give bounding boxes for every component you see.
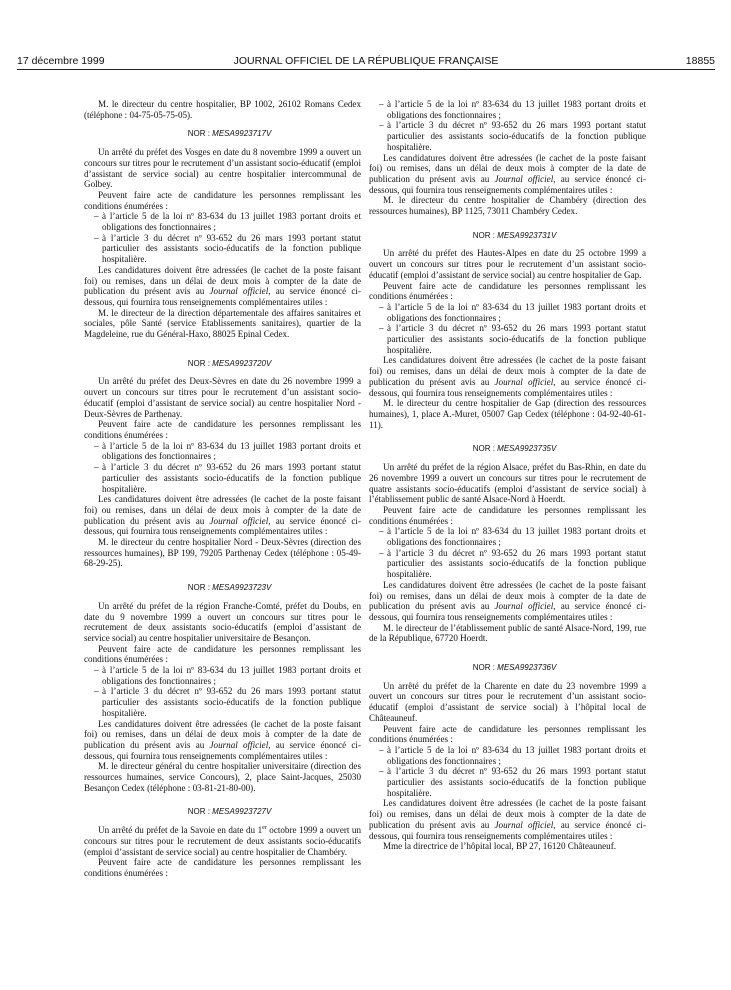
candidature-paragraph: [84, 265, 361, 308]
condition-item: – à l’article 5 de la loi nº 83-634 du 13 juillet 1983 portant droits et obligations des fonctionnaires ;: [379, 99, 646, 120]
notice-intro: Un arrêté du préfet de la Charente en date du 23 novembre 1999 a ouvert un concours sur titres pour le recrutement d’un assistant socio-éducatif (emploi d’assistant de service social) à l’hôpital local de Châteauneuf.: [369, 680, 646, 723]
condition-item: – à l’article 3 du décret nº 93-652 du 26 mars 1993 portant statut particulier des assistants socio-éducatifs de la fonction publique hospitalière.: [379, 548, 646, 580]
conditions-lead: Peuvent faire acte de candidature les personnes remplissant les conditions énumérées :: [369, 723, 646, 745]
notice-intro: Un arrêté du préfet de la région Alsace, préfet du Bas-Rhin, en date du 26 novembre 1999 a ouvert un concours sur titres pour le recrutement de quatre assistants socio-éducatifs (emploi d’assistant de service social) à l’établissement public de santé Alsace-Nord à Hoerdt.: [369, 462, 646, 505]
candidature-paragraph: [84, 719, 361, 762]
header-title: JOURNAL OFFICIEL DE LA RÉPUBLIQUE FRANÇAISE: [233, 55, 499, 67]
journal-officiel-ref: Journal officiel: [209, 739, 269, 750]
nor-reference: [369, 231, 646, 242]
journal-officiel-ref: Journal officiel: [209, 286, 269, 297]
conditions-lead: Peuvent faire acte de candidature les personnes remplissant les conditions énumérées :: [84, 419, 361, 440]
candidature-text-end: , au service énoncé ci-dessous, qui fournira tous renseignements complémentaires utiles :: [369, 819, 646, 841]
candidature-paragraph: [369, 580, 646, 623]
address-paragraph: M. le directeur du centre hospitalier de Gap (direction des ressources humaines), 1, place A.-Muret, 05007 Gap Cedex (téléphone : 04-92-40-61-11).: [369, 398, 646, 430]
address-paragraph: M. le directeur de l’établissement public de santé Alsace-Nord, 199, rue de la République, 67720 Hoerdt.: [369, 622, 646, 644]
conditions-list: [369, 526, 646, 580]
candidature-text: Les candidatures doivent être adressées (le cachet de la poste faisant foi) ou remises, dans un délai de deux mois à compter de la date de publication du présent avis au: [84, 264, 361, 297]
notice-intro: Un arrêté du préfet des Hautes-Alpes en date du 25 octobre 1999 a ouvert un concours sur titres pour le recrutement d’un assistant socio-éducatif (emploi d’assistant de service social) au centre hospitalier de Gap.: [369, 248, 646, 280]
candidature-text-end: , au service énoncé ci-dessous, qui fournira tous renseignements complémentaires utiles :: [84, 515, 361, 537]
address-paragraph: Mme la directrice de l’hôpital local, BP 27, 16120 Châteauneuf.: [383, 841, 617, 852]
candidature-paragraph: [84, 494, 361, 537]
candidature-paragraph: [369, 153, 646, 196]
notice-intro-end: octobre 1999 a ouvert un concours sur titres pour le recrutement de deux assistants socio-éducatifs (emploi d’assistant de service social) au centre hospitalier de Chambéry.: [84, 825, 361, 857]
address-paragraph: M. le directeur de la direction départementale des affaires sanitaires et sociales, pôle Santé (service Etablissements sanitaires), quartier de la Magdeleine, rue du Général-Haxo, 88025 Epinal Cedex.: [84, 307, 361, 340]
candidature-text: Les candidatures doivent être adressées (le cachet de la poste faisant foi) ou remises, dans un délai de deux mois à compter de la date de publication du présent avis au: [369, 579, 646, 612]
nor-label: NOR :: [187, 358, 210, 368]
conditions-lead: Peuvent faire acte de candidature les personnes remplissant les conditions énumérées :: [84, 857, 361, 878]
nor-reference: [84, 807, 361, 818]
candidature-text: Les candidatures doivent être adressées (le cachet de la poste faisant foi) ou remises, dans un délai de deux mois à compter de la date de publication du présent avis au: [369, 355, 646, 387]
conditions-lead: Peuvent faire acte de candidature les personnes remplissant les conditions énumérées :: [84, 189, 361, 211]
conditions-lead: Peuvent faire acte de candidature les personnes remplissant les conditions énumérées :: [369, 280, 646, 302]
journal-officiel-ref: Journal officiel: [494, 819, 554, 830]
conditions-list: [369, 302, 646, 356]
nor-code: MESA9923717V: [212, 129, 272, 139]
ordinal-superscript: er: [262, 825, 267, 832]
conditions-lead: Peuvent faire acte de candidature les personnes remplissant les conditions énumérées :: [369, 504, 646, 526]
nor-reference: [84, 129, 361, 140]
condition-item: – à l’article 3 du décret nº 93-652 du 26 mars 1993 portant statut particulier des assistants socio-éducatifs de la fonction publique hospitalière.: [379, 766, 646, 798]
condition-item: – à l’article 3 du décret nº 93-652 du 26 mars 1993 portant statut particulier des assistants socio-éducatifs de la fonction publique hospitalière.: [94, 233, 361, 265]
notice-intro: Un arrêté du préfet des Deux-Sèvres en date du 26 novembre 1999 a ouvert un concours sur titres pour le recrutement d’un assistant socio-éducatif (emploi d’assistant de service social) au centre hospitalier Nord - Deux-Sèvres de Parthenay.: [84, 376, 361, 419]
candidature-text-end: , au service énoncé ci-dessous, qui fournira tous renseignements complémentaires utiles :: [369, 601, 646, 622]
nor-code: MESA9923720V: [212, 358, 272, 368]
candidature-text-end: , au service énoncé ci-dessous, qui fournira tous renseignements complémentaires utiles :: [84, 286, 361, 307]
nor-label: NOR :: [472, 444, 495, 454]
candidature-text-end: , au service énoncé ci-dessous, qui fournira tous renseignements complémentaires utiles :: [84, 739, 361, 761]
condition-item: – à l’article 5 de la loi nº 83-634 du 13 juillet 1983 portant droits et obligations des fonctionnaires ;: [379, 526, 646, 547]
nor-label: NOR :: [472, 230, 495, 240]
address-paragraph: M. le directeur du centre hospitalier Nord - Deux-Sèvres (direction des ressources humaines), BP 199, 79205 Parthenay Cedex (téléphone : 05-49-68-29-25).: [84, 537, 361, 569]
candidature-paragraph: [369, 355, 646, 398]
nor-reference: [369, 444, 646, 455]
conditions-list: [369, 99, 646, 153]
nor-code: MESA9923736V: [497, 663, 557, 673]
nor-code: MESA9923731V: [497, 230, 557, 240]
notice-intro: Un arrêté du préfet de la région Franche-Comté, préfet du Doubs, en date du 9 novembre 1999 a ouvert un concours sur titres pour le recrutement de deux assistants socio-éducatifs (emploi d’assistant de service social) au centre hospitalier universitaire de Besançon.: [84, 600, 361, 643]
nor-label: NOR :: [187, 583, 210, 593]
page-number: 18855: [685, 55, 715, 67]
nor-code: MESA9923727V: [212, 807, 272, 817]
candidature-text: Les candidatures doivent être adressées (le cachet de la poste faisant foi) ou remises, dans un délai de deux mois à compter de la date de publication du présent avis au: [369, 152, 646, 184]
journal-officiel-ref: Journal officiel: [494, 376, 554, 387]
condition-item: – à l’article 5 de la loi nº 83-634 du 13 juillet 1983 portant droits et obligations des fonctionnaires ;: [94, 665, 361, 686]
candidature-text-end: , au service énoncé ci-dessous, qui fournira tous renseignements complémentaires utiles :: [369, 173, 646, 195]
nor-label: NOR :: [187, 129, 210, 139]
candidature-text: Les candidatures doivent être adressées (le cachet de la poste faisant foi) ou remises, dans un délai de deux mois à compter de la date de publication du présent avis au: [84, 718, 361, 750]
condition-item: – à l’article 3 du décret nº 93-652 du 26 mars 1993 portant statut particulier des assistants socio-éducatifs de la fonction publique hospitalière.: [94, 462, 361, 494]
condition-item: – à l’article 5 de la loi nº 83-634 du 13 juillet 1983 portant droits et obligations des fonctionnaires ;: [379, 745, 646, 766]
nor-reference: [369, 663, 646, 674]
candidature-paragraph: [369, 798, 646, 841]
conditions-list: [369, 745, 646, 799]
journal-officiel-ref: Journal officiel: [494, 173, 554, 184]
nor-label: NOR :: [472, 663, 495, 673]
conditions-list: [84, 211, 361, 265]
condition-item: – à l’article 3 du décret nº 93-652 du 26 mars 1993 portant statut particulier des assistants socio-éducatifs de la fonction publique hospitalière.: [379, 323, 646, 355]
nor-reference: [84, 359, 361, 370]
condition-item: – à l’article 5 de la loi nº 83-634 du 13 juillet 1983 portant droits et obligations des fonctionnaires ;: [94, 211, 361, 232]
condition-item: – à l’article 3 du décret nº 93-652 du 26 mars 1993 portant statut particulier des assistants socio-éducatifs de la fonction publique hospitalière.: [94, 686, 361, 718]
condition-item: – à l’article 5 de la loi nº 83-634 du 13 juillet 1983 portant droits et obligations des fonctionnaires ;: [94, 441, 361, 462]
nor-label: NOR :: [187, 807, 210, 817]
condition-item: – à l’article 5 de la loi nº 83-634 du 13 juillet 1983 portant droits et obligations des fonctionnaires ;: [379, 302, 646, 323]
condition-item: – à l’article 3 du décret nº 93-652 du 26 mars 1993 portant statut particulier des assistants socio-éducatifs de la fonction publique hospitalière.: [379, 120, 646, 152]
nor-code: MESA9923723V: [212, 583, 272, 593]
right-column: [369, 99, 646, 852]
nor-code: MESA9923735V: [497, 444, 557, 454]
address-paragraph: M. le directeur du centre hospitalier, BP 1002, 26102 Romans Cedex (téléphone : 04-75-05-75-05).: [84, 99, 361, 120]
journal-officiel-ref: Journal officiel: [494, 601, 554, 612]
notice-intro-start: Un arrêté du préfet de la Savoie en date du 1: [98, 825, 263, 836]
journal-officiel-ref: Journal officiel: [209, 515, 269, 526]
address-paragraph: M. le directeur général du centre hospitalier universitaire (direction des ressources humaines, service Concours), 2, place Saint-Jacques, 25030 Besançon Cedex (téléphone : 03-81-21-80-00).: [84, 761, 361, 793]
conditions-list: [84, 665, 361, 719]
candidature-text: Les candidatures doivent être adressées (le cachet de la poste faisant foi) ou remises, dans un délai de deux mois à compter de la date de publication du présent avis au: [84, 494, 361, 526]
conditions-lead: Peuvent faire acte de candidature les personnes remplissant les conditions énumérées :: [84, 643, 361, 665]
notice-intro: [84, 825, 361, 857]
header-date: 17 décembre 1999: [17, 55, 105, 67]
nor-reference: [84, 583, 361, 594]
address-paragraph: M. le directeur du centre hospitalier de Chambéry (direction des ressources humaines), BP 1125, 73011 Chambéry Cedex.: [369, 195, 646, 217]
candidature-text: Les candidatures doivent être adressées (le cachet de la poste faisant foi) ou remises, dans un délai de deux mois à compter de la date de publication du présent avis au: [369, 798, 646, 830]
notice-intro: Un arrêté du préfet des Vosges en date du 8 novembre 1999 a ouvert un concours sur titres pour le recrutement d’un assistant socio-éducatif (emploi d’assistant de service social) au centre hospitalier intercommunal de Golbey.: [84, 147, 361, 190]
page-header: [17, 55, 715, 70]
conditions-list: [84, 441, 361, 495]
candidature-text-end: , au service énoncé ci-dessous, qui fournira tous renseignements complémentaires utiles :: [369, 376, 646, 398]
left-column: [84, 99, 361, 879]
